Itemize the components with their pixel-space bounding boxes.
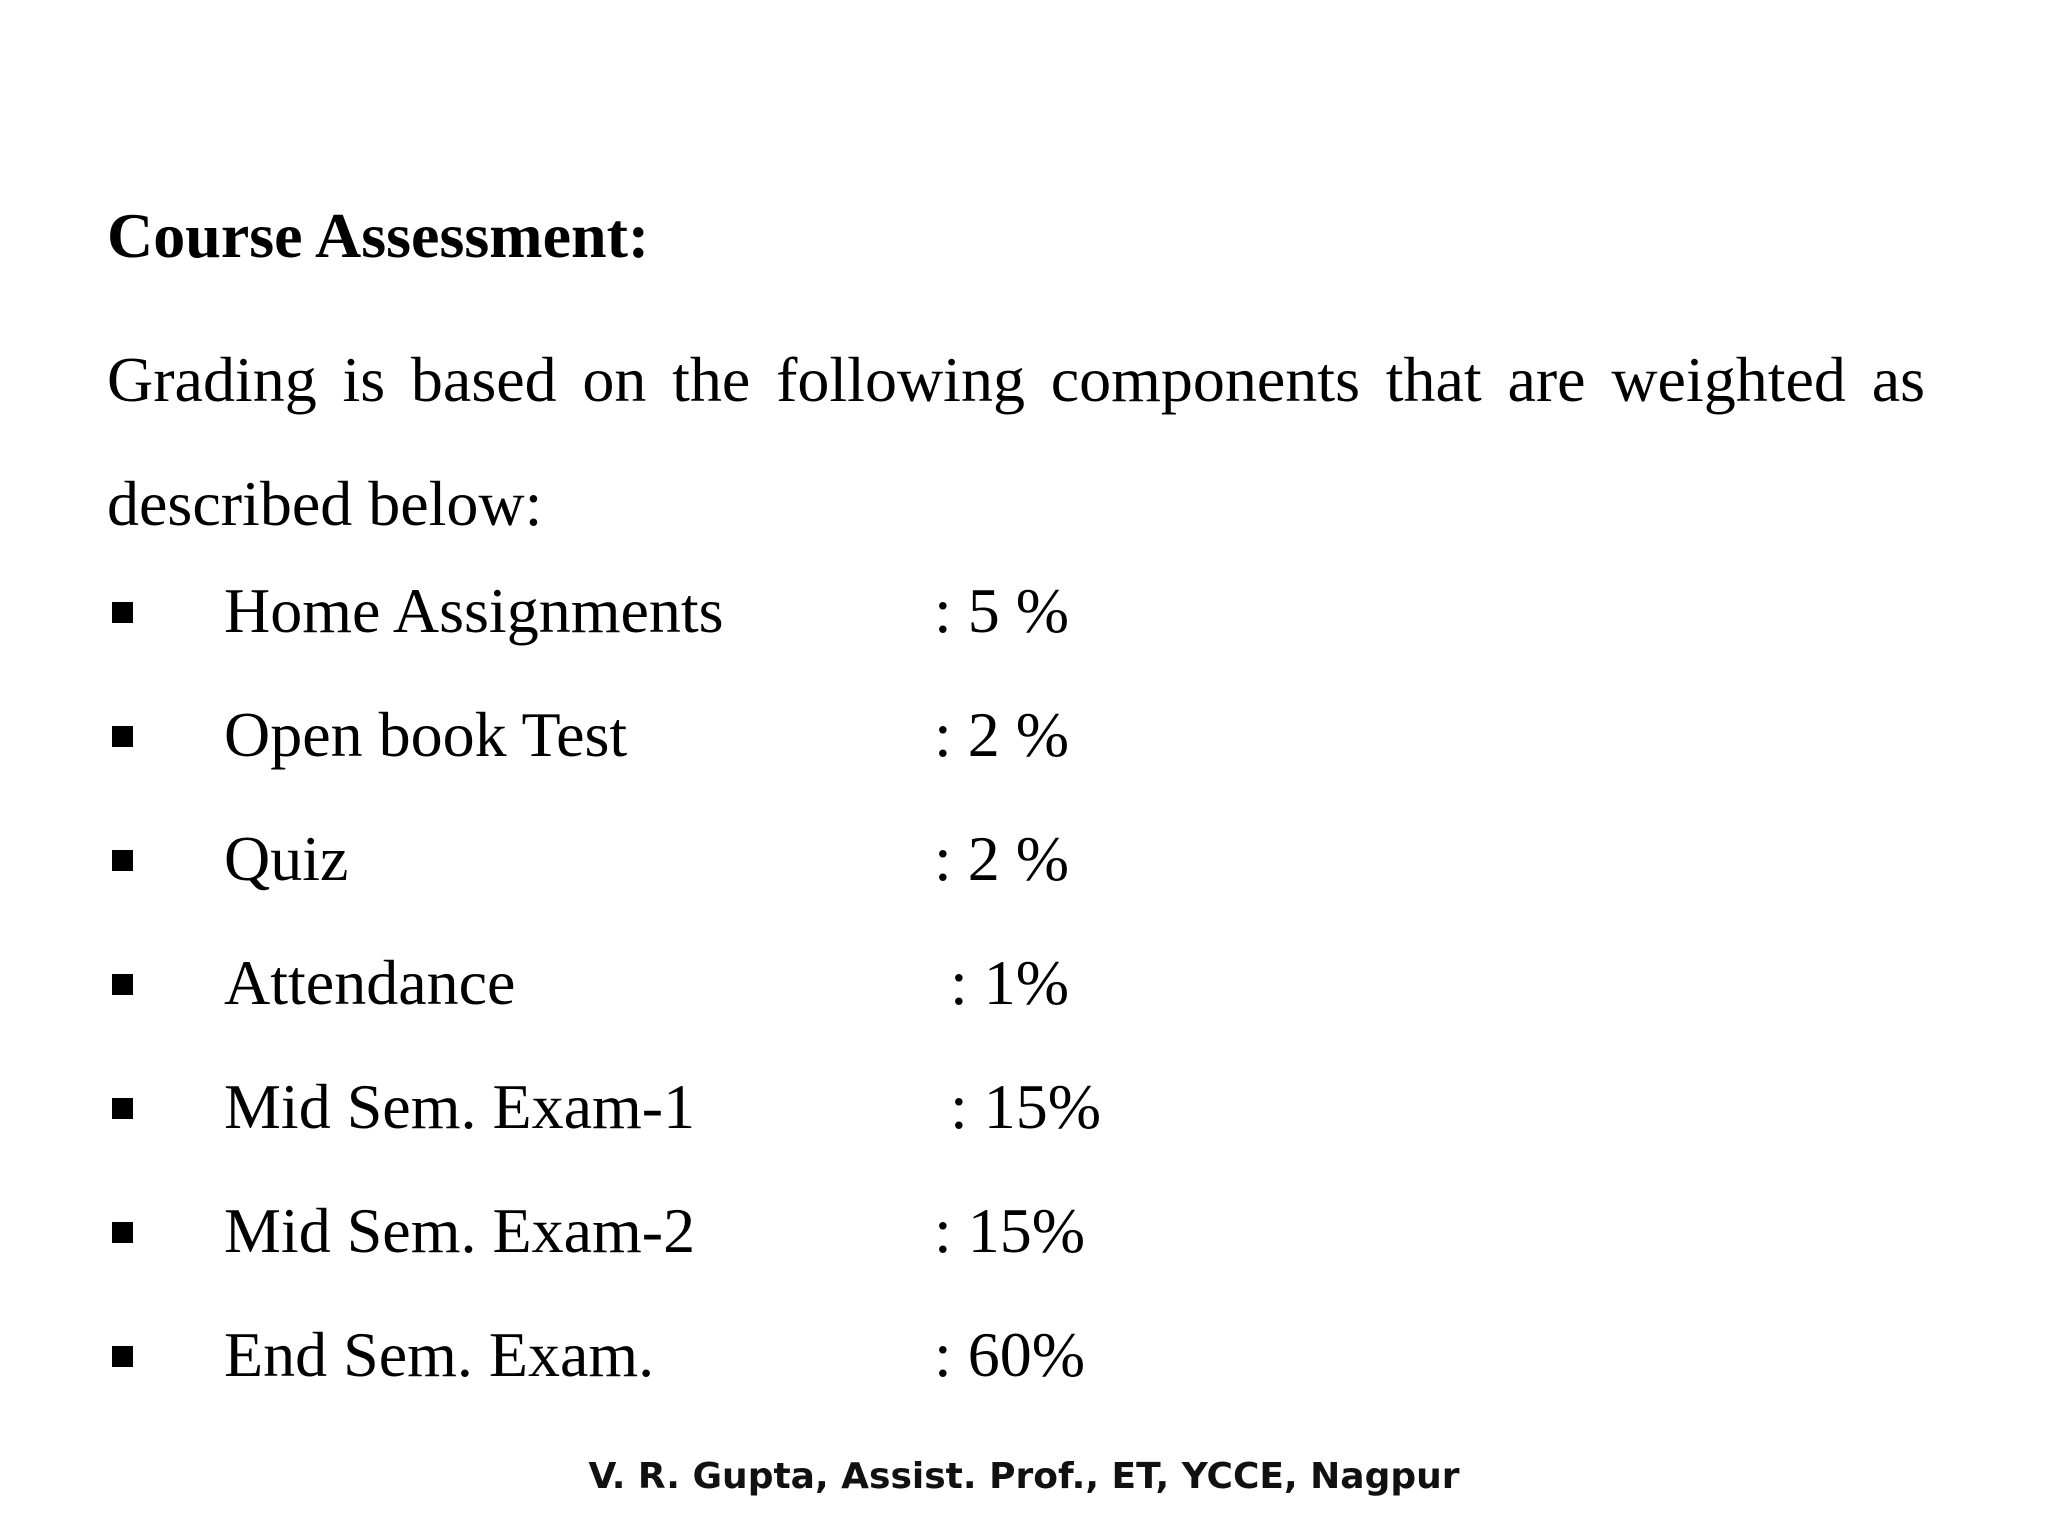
square-bullet-icon [112,1222,133,1243]
component-label: Quiz [224,823,349,894]
square-bullet-icon [112,1346,133,1367]
component-weight: : 5 % [934,575,1070,646]
square-bullet-icon [112,1098,133,1119]
list-item [0,566,2048,656]
component-label: End Sem. Exam. [224,1319,655,1390]
component-label: Home Assignments [224,575,724,646]
component-label: Mid Sem. Exam-2 [224,1195,696,1266]
component-weight: : 2 % [934,699,1070,770]
square-bullet-icon [112,974,133,995]
list-item [0,1062,2048,1152]
intro-paragraph: Grading is based on the following components that are weighted as described below: [107,344,1925,539]
component-weight: : 2 % [934,823,1070,894]
component-weight: : 15% [934,1195,1086,1266]
list-item [0,1186,2048,1276]
component-label: Open book Test [224,699,628,770]
square-bullet-icon [112,602,133,623]
component-label: Mid Sem. Exam-1 [224,1071,696,1142]
list-item [0,814,2048,904]
slide-title: Course Assessment: [107,200,650,271]
slide-footer: V. R. Gupta, Assist. Prof., ET, YCCE, Nagpur [588,1456,1460,1497]
square-bullet-icon [112,850,133,871]
list-item [0,1310,2048,1400]
list-item [0,690,2048,780]
component-label: Attendance [224,947,516,1018]
square-bullet-icon [112,726,133,747]
component-weight: : 15% [950,1071,1102,1142]
component-weight: : 60% [934,1319,1086,1390]
component-weight: : 1% [950,947,1070,1018]
list-item [0,938,2048,1028]
